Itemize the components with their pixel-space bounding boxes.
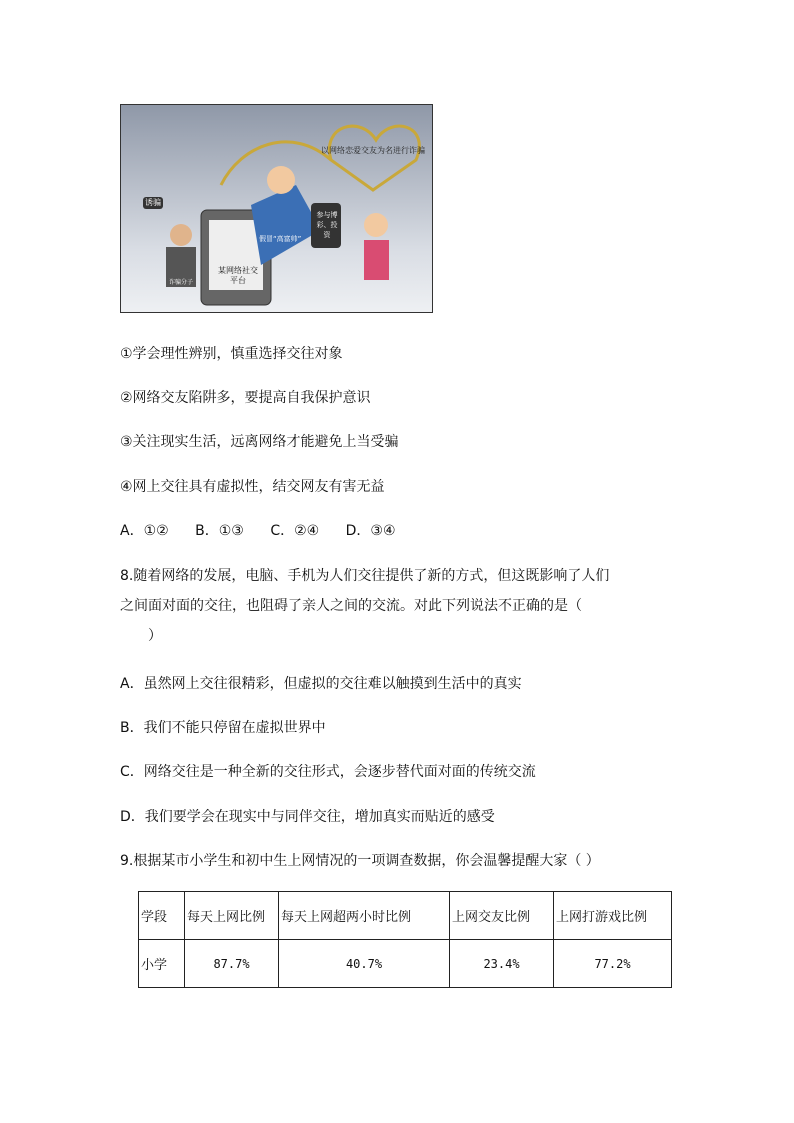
statement-2: ②网络交友陷阱多，要提高自我保护意识	[120, 390, 371, 406]
cartoon-label: 诱骗	[145, 198, 161, 207]
survey-table	[138, 891, 672, 988]
table-cell: 23.4%	[450, 940, 554, 988]
q7-options	[120, 521, 418, 541]
option-b: B．①③	[195, 523, 244, 539]
table-header: 每天上网超两小时比例	[279, 892, 450, 940]
q8-option-c: C．网络交往是一种全新的交往形式，会逐步替代面对面的传统交流	[120, 764, 536, 780]
option-a: A．①②	[120, 523, 169, 539]
q8-option-d: D．我们要学会在现实中与同伴交往，增加真实而贴近的感受	[120, 809, 495, 825]
table-cell: 77.2%	[554, 940, 672, 988]
cartoon-label: 参与博彩、投资	[313, 209, 341, 241]
q8-stem: 之间面对面的交往，也阻碍了亲人之间的交流。对此下列说法不正确的是（	[120, 598, 582, 614]
option-c: C．②④	[270, 523, 320, 539]
table-header: 每天上网比例	[185, 892, 279, 940]
q8-stem: 8.随着网络的发展，电脑、手机为人们交往提供了新的方式，但这既影响了人们	[120, 568, 610, 584]
table-header: 学段	[139, 892, 185, 940]
statement-1: ①学会理性辨别，慎重选择交往对象	[120, 346, 343, 362]
table-header: 上网打游戏比例	[554, 892, 672, 940]
table-row	[139, 940, 672, 988]
q8-option-a: A．虽然网上交往很精彩，但虚拟的交往难以触摸到生活中的真实	[120, 676, 522, 692]
statement-4: ④网上交往具有虚拟性，结交网友有害无益	[120, 479, 385, 495]
table-header-row	[139, 892, 672, 940]
cartoon-label: 诈骗分子	[169, 279, 194, 286]
table-header: 上网交友比例	[450, 892, 554, 940]
q9-stem: 9.根据某市小学生和初中生上网情况的一项调查数据，你会温馨提醒大家（ ）	[120, 853, 600, 869]
table-cell: 小学	[139, 940, 185, 988]
cartoon-label: 假冒“高富帅”	[259, 235, 302, 243]
q8-option-b: B．我们不能只停留在虚拟世界中	[120, 720, 326, 736]
q8-stem: ）	[120, 628, 162, 644]
cartoon-label: 以网络恋爱交友为名进行诈骗	[321, 146, 425, 155]
option-d: D．③④	[345, 523, 396, 539]
table-cell: 40.7%	[279, 940, 450, 988]
table-cell: 87.7%	[185, 940, 279, 988]
cartoon-label: 某网络社交平台	[218, 266, 258, 285]
statement-3: ③关注现实生活，远离网络才能避免上当受骗	[120, 434, 399, 450]
cartoon-illustration	[120, 104, 433, 313]
